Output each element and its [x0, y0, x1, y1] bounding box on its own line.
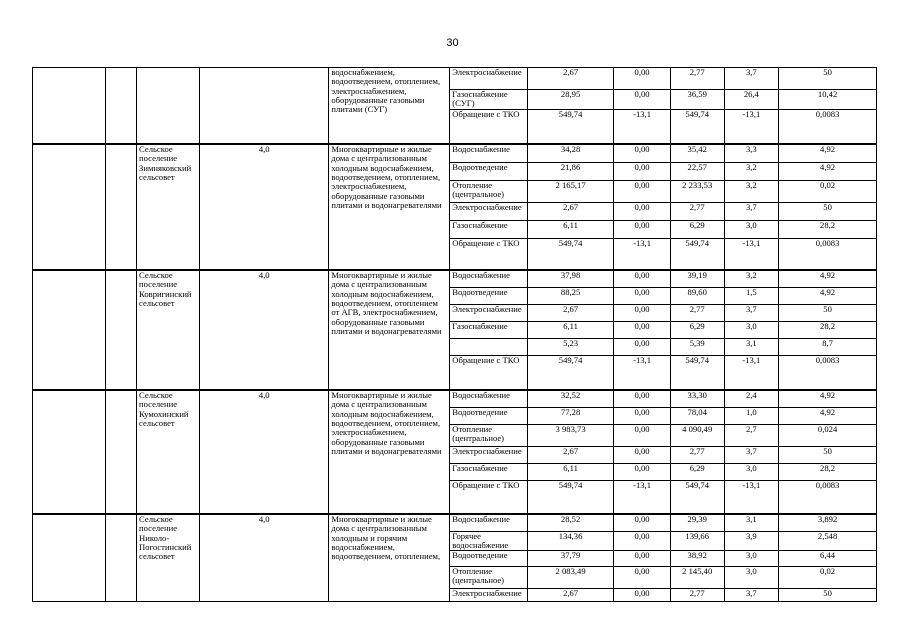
table-row	[33, 390, 877, 407]
value-cell: 0,00	[614, 68, 671, 90]
value-cell: 0,00	[614, 287, 671, 304]
value-cell: 0,024	[779, 424, 877, 446]
value-cell: 0,00	[614, 424, 671, 446]
norm-cell: 4,0	[200, 270, 329, 390]
value-cell: 3,0	[724, 551, 779, 567]
value-cell: 6,11	[528, 463, 614, 480]
value-cell: 549,74	[528, 355, 614, 390]
value-cell: -13,1	[724, 109, 779, 144]
service-cell: Водоснабжение	[450, 270, 528, 287]
value-cell: 0,00	[614, 202, 671, 220]
value-cell: 0,00	[614, 514, 671, 531]
value-cell: 3,7	[724, 446, 779, 463]
value-cell: 3 983,73	[528, 424, 614, 446]
service-cell: Водоснабжение	[450, 390, 528, 407]
municipality-cell: Сельское поселение Николо-Погостинский сельсовет	[137, 514, 200, 602]
value-cell: 6,44	[779, 551, 877, 567]
value-cell: 2,67	[528, 202, 614, 220]
housing-description-cell: водоснабжением, водоотведением, отоплением, электроснабжением, оборудованные газовыми плитами (СУГ)	[329, 68, 450, 145]
value-cell: 2,77	[670, 202, 724, 220]
value-cell: 28,52	[528, 514, 614, 531]
value-cell: 3,7	[724, 589, 779, 602]
row-number-cell	[33, 144, 106, 270]
value-cell: 2,67	[528, 589, 614, 602]
blank-cell	[105, 68, 137, 145]
service-cell: Обращение с ТКО	[450, 355, 528, 390]
value-cell: 1,0	[724, 407, 779, 424]
value-cell: -13,1	[614, 355, 671, 390]
table-body	[33, 68, 877, 602]
service-cell: Обращение с ТКО	[450, 480, 528, 514]
row-number-cell	[33, 68, 106, 145]
value-cell: 50	[779, 589, 877, 602]
page-number: 30	[446, 37, 459, 49]
value-cell: 0,00	[614, 567, 671, 589]
value-cell: 6,29	[670, 463, 724, 480]
value-cell: 4 090,49	[670, 424, 724, 446]
housing-description-cell: Многоквартирные и жилые дома с централизованным холодным водоснабжением, водоотведением, отоплением от АГВ, электроснабжением, оборудованные газовыми плитами и водонагревателями	[329, 270, 450, 390]
value-cell: 35,42	[670, 144, 724, 162]
service-cell: Электроснабжение	[450, 304, 528, 321]
value-cell: 549,74	[670, 355, 724, 390]
value-cell: 4,92	[779, 390, 877, 407]
blank-cell	[105, 270, 137, 390]
value-cell: 50	[779, 202, 877, 220]
value-cell: 5,23	[528, 338, 614, 355]
service-cell: Отопление (центральное)	[450, 424, 528, 446]
service-cell: Отопление (центральное)	[450, 180, 528, 202]
value-cell: 37,98	[528, 270, 614, 287]
value-cell: 3,1	[724, 514, 779, 531]
value-cell: -13,1	[614, 238, 671, 270]
service-cell: Обращение с ТКО	[450, 238, 528, 270]
value-cell: 549,74	[528, 238, 614, 270]
value-cell: 0,00	[614, 144, 671, 162]
housing-description-cell: Многоквартирные и жилые дома с централизованным холодным и горячим водоснабжением, водоотведением, отоплением,	[329, 514, 450, 602]
service-cell: Электроснабжение	[450, 589, 528, 602]
value-cell: 0,00	[614, 220, 671, 238]
value-cell: 4,92	[779, 287, 877, 304]
value-cell: 3,9	[724, 531, 779, 551]
value-cell: 0,00	[614, 407, 671, 424]
value-cell: 0,00	[614, 270, 671, 287]
value-cell: 28,2	[779, 220, 877, 238]
service-cell: Электроснабжение	[450, 202, 528, 220]
value-cell: 3,2	[724, 162, 779, 180]
value-cell: 134,36	[528, 531, 614, 551]
municipality-cell: Сельское поселение Зимняковский сельсовет	[137, 144, 200, 270]
table-row	[33, 270, 877, 287]
value-cell: 0,00	[614, 531, 671, 551]
value-cell: 77,28	[528, 407, 614, 424]
value-cell: 2,77	[670, 68, 724, 90]
value-cell: 3,7	[724, 304, 779, 321]
service-cell: Горячее водоснабжение	[450, 531, 528, 551]
table-row	[33, 144, 877, 162]
value-cell: 6,11	[528, 321, 614, 338]
value-cell: 8,7	[779, 338, 877, 355]
norm-cell: 4,0	[200, 514, 329, 602]
norm-cell: 4,0	[200, 144, 329, 270]
service-cell: Электроснабжение	[450, 68, 528, 90]
service-cell	[450, 338, 528, 355]
value-cell: 0,0083	[779, 480, 877, 514]
value-cell: 2,7	[724, 424, 779, 446]
housing-description-cell: Многоквартирные и жилые дома с централизованным холодным водоснабжением, водоотведением, отоплением, электроснабжением, оборудованные газовыми плитами и водонагревателями	[329, 390, 450, 514]
value-cell: 139,66	[670, 531, 724, 551]
value-cell: -13,1	[724, 238, 779, 270]
value-cell: 50	[779, 446, 877, 463]
value-cell: 0,00	[614, 162, 671, 180]
value-cell: 28,2	[779, 463, 877, 480]
value-cell: 3,2	[724, 180, 779, 202]
service-cell: Водоотведение	[450, 162, 528, 180]
tariff-table	[32, 67, 877, 602]
value-cell: 2 233,53	[670, 180, 724, 202]
value-cell: 33,30	[670, 390, 724, 407]
value-cell: 28,2	[779, 321, 877, 338]
value-cell: 0,02	[779, 180, 877, 202]
value-cell: 89,60	[670, 287, 724, 304]
value-cell: 2,67	[528, 446, 614, 463]
value-cell: 0,00	[614, 551, 671, 567]
value-cell: 22,57	[670, 162, 724, 180]
municipality-cell: Сельское поселение Ковригинский сельсовет	[137, 270, 200, 390]
value-cell: 0,0083	[779, 355, 877, 390]
value-cell: 4,92	[779, 270, 877, 287]
value-cell: 36,59	[670, 90, 724, 110]
value-cell: 37,79	[528, 551, 614, 567]
norm-cell	[200, 68, 329, 145]
value-cell: 0,00	[614, 589, 671, 602]
table-row	[33, 68, 877, 90]
service-cell: Отопление (центральное)	[450, 567, 528, 589]
municipality-cell: Сельское поселение Кумохинский сельсовет	[137, 390, 200, 514]
row-number-cell	[33, 390, 106, 514]
value-cell: -13,1	[724, 355, 779, 390]
blank-cell	[105, 144, 137, 270]
municipality-cell	[137, 68, 200, 145]
value-cell: 88,25	[528, 287, 614, 304]
row-number-cell	[33, 270, 106, 390]
value-cell: 78,04	[670, 407, 724, 424]
value-cell: 3,0	[724, 463, 779, 480]
value-cell: 3,7	[724, 202, 779, 220]
value-cell: 549,74	[670, 480, 724, 514]
value-cell: 3,1	[724, 338, 779, 355]
value-cell: 2,77	[670, 446, 724, 463]
value-cell: 3,0	[724, 321, 779, 338]
value-cell: 549,74	[670, 238, 724, 270]
service-cell: Водоотведение	[450, 287, 528, 304]
value-cell: 28,95	[528, 90, 614, 110]
value-cell: 2,67	[528, 68, 614, 90]
value-cell: 0,0083	[779, 238, 877, 270]
service-cell: Водоснабжение	[450, 514, 528, 531]
value-cell: 549,74	[528, 480, 614, 514]
value-cell: 3,0	[724, 567, 779, 589]
value-cell: 0,0083	[779, 109, 877, 144]
value-cell: 21,86	[528, 162, 614, 180]
value-cell: 2,548	[779, 531, 877, 551]
value-cell: 1,5	[724, 287, 779, 304]
value-cell: 34,28	[528, 144, 614, 162]
value-cell: 549,74	[528, 109, 614, 144]
value-cell: 2 083,49	[528, 567, 614, 589]
value-cell: 6,11	[528, 220, 614, 238]
value-cell: 6,29	[670, 321, 724, 338]
housing-description-cell: Многоквартирные и жилые дома с централизованным холодным водоснабжением, водоотведением, отоплением, электроснабжением, оборудованные газовыми плитами и водонагревателями	[329, 144, 450, 270]
service-cell: Обращение с ТКО	[450, 109, 528, 144]
service-cell: Газоснабжение	[450, 321, 528, 338]
table-row	[33, 514, 877, 531]
value-cell: 10,42	[779, 90, 877, 110]
value-cell: 3,3	[724, 144, 779, 162]
value-cell: 549,74	[670, 109, 724, 144]
value-cell: 2,4	[724, 390, 779, 407]
value-cell: 3,892	[779, 514, 877, 531]
value-cell: 0,00	[614, 90, 671, 110]
value-cell: 29,39	[670, 514, 724, 531]
value-cell: 2 145,40	[670, 567, 724, 589]
value-cell: 4,92	[779, 162, 877, 180]
value-cell: 39,19	[670, 270, 724, 287]
value-cell: 5,39	[670, 338, 724, 355]
value-cell: -13,1	[614, 109, 671, 144]
value-cell: 4,92	[779, 407, 877, 424]
value-cell: 3,2	[724, 270, 779, 287]
value-cell: 2,77	[670, 304, 724, 321]
service-cell: Газоснабжение	[450, 220, 528, 238]
service-cell: Газоснабжение (СУГ)	[450, 90, 528, 110]
service-cell: Водоотведение	[450, 551, 528, 567]
value-cell: 3,7	[724, 68, 779, 90]
value-cell: 50	[779, 68, 877, 90]
service-cell: Водоснабжение	[450, 144, 528, 162]
blank-cell	[105, 514, 137, 602]
value-cell: 2,77	[670, 589, 724, 602]
blank-cell	[105, 390, 137, 514]
service-cell: Газоснабжение	[450, 463, 528, 480]
norm-cell: 4,0	[200, 390, 329, 514]
value-cell: -13,1	[724, 480, 779, 514]
value-cell: 32,52	[528, 390, 614, 407]
value-cell: 38,92	[670, 551, 724, 567]
service-cell: Электроснабжение	[450, 446, 528, 463]
value-cell: 6,29	[670, 220, 724, 238]
row-number-cell	[33, 514, 106, 602]
value-cell: 4,92	[779, 144, 877, 162]
value-cell: 0,00	[614, 390, 671, 407]
value-cell: 2,67	[528, 304, 614, 321]
value-cell: 0,00	[614, 463, 671, 480]
value-cell: 0,00	[614, 338, 671, 355]
value-cell: 3,0	[724, 220, 779, 238]
value-cell: 2 165,17	[528, 180, 614, 202]
value-cell: 26,4	[724, 90, 779, 110]
value-cell: 0,02	[779, 567, 877, 589]
service-cell: Водоотведение	[450, 407, 528, 424]
value-cell: 0,00	[614, 446, 671, 463]
value-cell: 0,00	[614, 180, 671, 202]
value-cell: 50	[779, 304, 877, 321]
value-cell: 0,00	[614, 304, 671, 321]
value-cell: -13,1	[614, 480, 671, 514]
value-cell: 0,00	[614, 321, 671, 338]
